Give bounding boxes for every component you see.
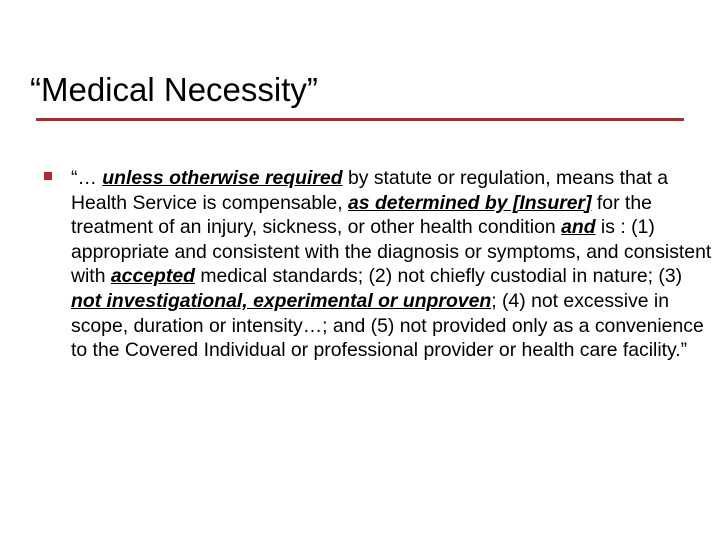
definition-segment-4: medical standards; (2) not chiefly custodial in nature; (3) (194, 265, 683, 288)
not-investigational-clause: not investigational, experimental or unproven (71, 289, 492, 312)
open-quote: “… (71, 167, 103, 189)
definition-segment-5: ; (4) not excessive in scope, duration or intensity…; and (5) not provided only as a convenience to the Covered Individual or professional provider or health care facility.” (71, 289, 704, 362)
accepted-emphasis: accepted (110, 265, 195, 288)
as-determined-clause: as determined by [Insurer] (348, 191, 592, 214)
and-emphasis: and (561, 216, 596, 239)
definition-text (71, 166, 716, 363)
unless-clause: unless otherwise required (102, 167, 343, 189)
definition-segment-2: for the treatment of an injury, sickness, or other health condition (71, 191, 652, 239)
definition-segment-3: is : (1) appropriate and consistent with the diagnosis or symptoms, and consistent with (71, 216, 712, 288)
definition-segment-1: by statute or regulation, means that a Health Service is compensable, (71, 167, 669, 214)
square-bullet-icon (44, 172, 52, 180)
slide-title: “Medical Necessity” (30, 71, 318, 108)
title-divider (36, 118, 684, 121)
